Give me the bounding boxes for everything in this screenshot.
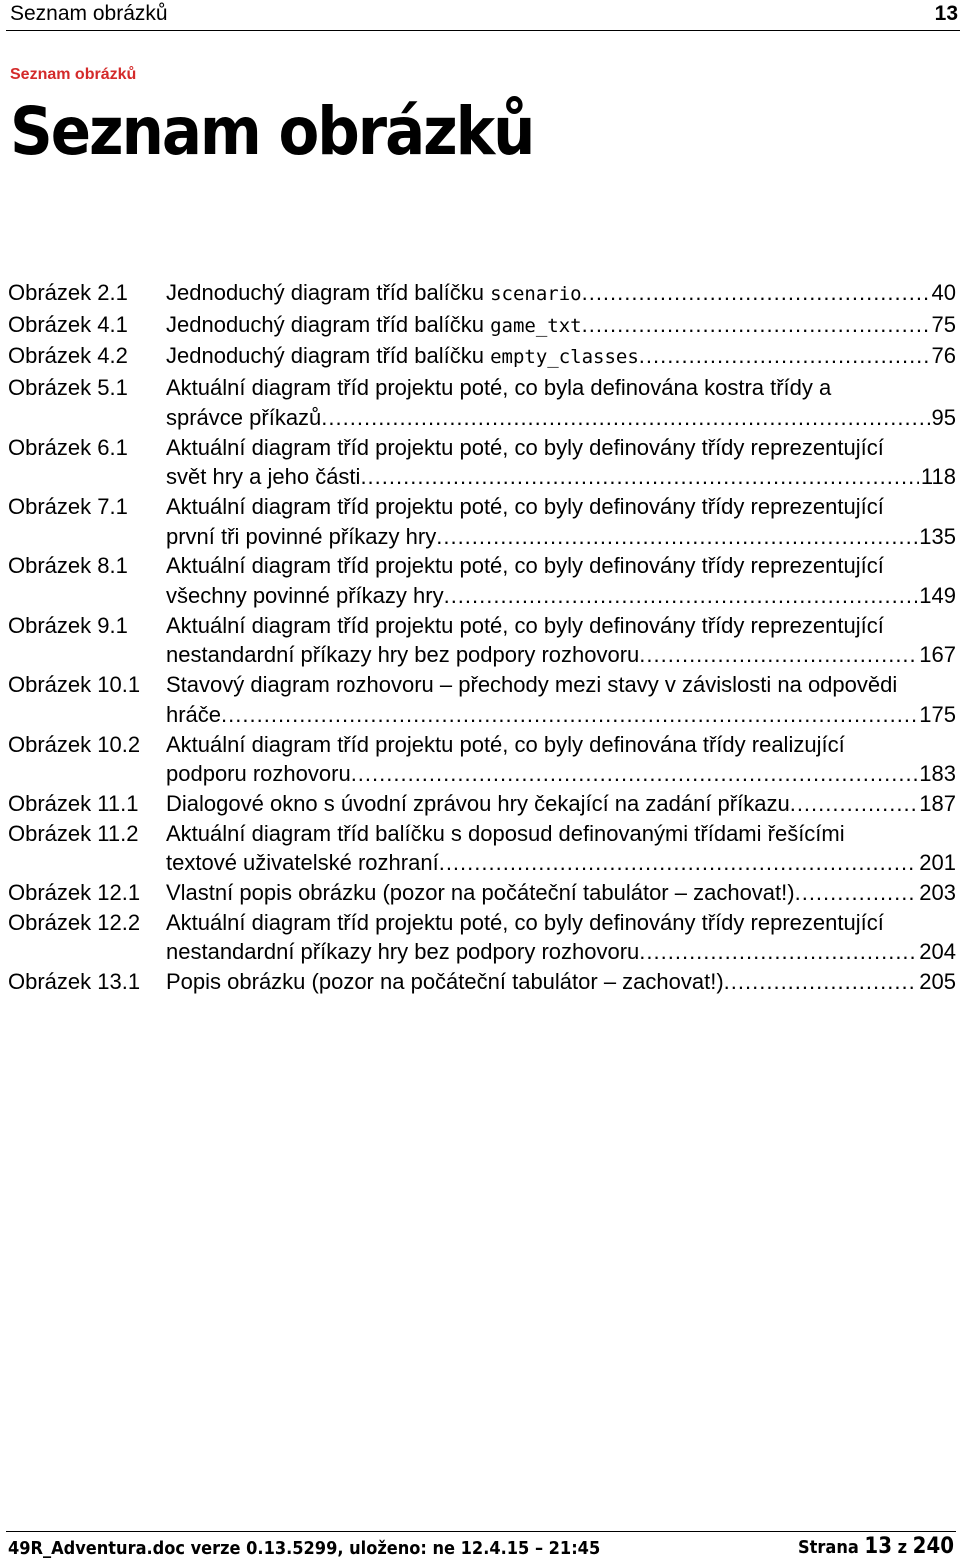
toc-entry-dot-leader — [795, 878, 918, 908]
toc-entry[interactable] — [8, 492, 956, 551]
toc-entry-caption-text-part: správce příkazů — [166, 404, 322, 430]
toc-entry-page-number: 205 — [919, 969, 956, 995]
toc-entry-caption — [166, 611, 956, 670]
toc-entry-caption-last-line — [166, 700, 956, 730]
footer-page-separator: z — [891, 1537, 913, 1558]
toc-entry-label: Obrázek 13.1 — [8, 969, 141, 995]
toc-entry-dot-leader — [360, 462, 918, 492]
toc-entry-caption-text-part: první tři povinné příkazy hry — [166, 523, 437, 549]
toc-entry-package-name: game_txt — [490, 314, 582, 337]
toc-entry[interactable] — [8, 878, 956, 908]
toc-entry-caption-text-part: Jednoduchý diagram tříd balíčku — [166, 311, 491, 337]
toc-entry-page-number: 183 — [919, 761, 956, 787]
toc-entry-caption — [166, 819, 956, 878]
toc-entry[interactable] — [8, 433, 956, 492]
footer-document-info: 49R_Adventura.doc verze 0.13.5299, uloženo: ne 12.4.15 – 21:45 — [8, 1538, 601, 1559]
toc-entry-dot-leader — [439, 848, 918, 878]
footer-page-prefix: Strana — [798, 1537, 865, 1558]
list-of-figures — [8, 278, 956, 997]
toc-entry-caption-text — [166, 848, 439, 878]
toc-entry-caption-text — [166, 581, 444, 611]
toc-entry-label: Obrázek 6.1 — [8, 434, 128, 460]
toc-entry-caption-line: Aktuální diagram tříd projektu poté, co byla definována kostra třídy a — [166, 375, 832, 401]
toc-entry-page-number: 204 — [919, 939, 956, 965]
toc-entry-caption-text-part: svět hry a jeho části — [166, 464, 361, 490]
toc-entry-page-number: 95 — [931, 404, 956, 430]
toc-entry-caption-text-part: nestandardní příkazy hry bez podpory rozhovoru — [166, 939, 640, 965]
toc-entry-label: Obrázek 10.2 — [8, 731, 141, 757]
toc-entry[interactable] — [8, 730, 956, 789]
toc-entry-caption — [166, 967, 956, 997]
toc-entry-dot-leader — [436, 522, 917, 552]
toc-entry-caption-text — [166, 937, 639, 967]
toc-entry-caption-last-line — [166, 937, 956, 967]
toc-entry-page-number: 201 — [919, 850, 956, 876]
toc-entry-caption — [166, 789, 956, 819]
toc-entry-dot-leader — [639, 937, 917, 967]
toc-entry-caption-text-part: Vlastní popis obrázku (pozor na počáteční tabulátor – zachovat!) — [166, 880, 795, 906]
toc-entry-label: Obrázek 2.1 — [8, 280, 128, 305]
toc-entry-caption — [166, 878, 956, 908]
toc-entry-label: Obrázek 10.1 — [8, 672, 141, 698]
toc-entry-label: Obrázek 8.1 — [8, 553, 128, 579]
toc-entry-label: Obrázek 4.1 — [8, 311, 128, 337]
toc-entry-caption-last-line — [166, 522, 956, 552]
toc-entry-caption-text-part: podporu rozhovoru — [166, 761, 351, 787]
toc-entry[interactable] — [8, 341, 956, 373]
toc-entry-caption-text — [166, 967, 724, 997]
toc-entry-dot-leader — [724, 967, 918, 997]
toc-entry[interactable] — [8, 310, 956, 342]
toc-entry-caption — [166, 492, 956, 551]
toc-entry-caption-text — [166, 462, 360, 492]
toc-entry-page-number: 149 — [919, 583, 956, 609]
toc-entry-caption-line: Aktuální diagram tříd projektu poté, co byly definována třídy realizující — [166, 731, 845, 757]
toc-entry-dot-leader — [221, 700, 917, 730]
toc-entry-caption-text — [166, 759, 351, 789]
toc-entry-caption — [166, 373, 956, 432]
toc-entry-package-name: empty_classes — [490, 346, 639, 369]
toc-entry-label: Obrázek 4.2 — [8, 343, 128, 369]
toc-entry-caption-line: Aktuální diagram tříd projektu poté, co byly definovány třídy reprezentující — [166, 493, 884, 519]
toc-entry-label: Obrázek 12.2 — [8, 909, 141, 935]
toc-entry-caption-last-line — [166, 278, 956, 310]
toc-entry-caption-text-part: Popis obrázku (pozor na počáteční tabulátor – zachovat!) — [166, 969, 724, 995]
toc-entry[interactable] — [8, 789, 956, 819]
toc-entry-caption — [166, 433, 956, 492]
footer-current-page: 13 — [864, 1534, 892, 1559]
toc-entry-label: Obrázek 12.1 — [8, 880, 141, 906]
toc-entry-caption-last-line — [166, 759, 956, 789]
toc-entry-caption-text-part: všechny povinné příkazy hry — [166, 583, 444, 609]
toc-entry-caption — [166, 310, 956, 342]
toc-entry[interactable] — [8, 373, 956, 432]
toc-entry-caption-text — [166, 640, 639, 670]
toc-entry-dot-leader — [351, 759, 918, 789]
toc-entry-caption — [166, 551, 956, 610]
section-label: Seznam obrázků — [10, 66, 137, 83]
toc-entry-caption-text-part: textové uživatelské rozhraní — [166, 850, 439, 876]
toc-entry-caption-last-line — [166, 967, 956, 997]
toc-entry-caption-text — [166, 341, 639, 373]
toc-entry-caption-line: Aktuální diagram tříd projektu poté, co byly definovány třídy reprezentující — [166, 434, 884, 460]
toc-entry[interactable] — [8, 278, 956, 310]
toc-entry-page-number: 203 — [919, 880, 956, 906]
toc-entry-dot-leader — [321, 403, 929, 433]
toc-entry-caption — [166, 908, 956, 967]
toc-entry-label: Obrázek 9.1 — [8, 612, 128, 638]
toc-entry-dot-leader — [582, 278, 930, 310]
toc-entry[interactable] — [8, 551, 956, 610]
toc-entry-caption-text-part: Dialogové okno s úvodní zprávou hry čekající na zadání příkazu — [166, 790, 790, 816]
toc-entry-caption — [166, 278, 956, 310]
toc-entry-page-number: 167 — [919, 642, 956, 668]
toc-entry-caption — [166, 670, 956, 729]
header-page-number: 13 — [934, 2, 958, 25]
toc-entry-caption — [166, 730, 956, 789]
toc-entry-dot-leader — [639, 640, 917, 670]
toc-entry-page-number: 76 — [931, 343, 956, 369]
header-title: Seznam obrázků — [10, 2, 168, 25]
page-footer — [6, 1531, 956, 1564]
toc-entry-caption — [166, 341, 956, 373]
toc-entry-caption-last-line — [166, 789, 956, 819]
toc-entry-package-name: scenario — [490, 283, 582, 305]
toc-entry-caption-line: Stavový diagram rozhovoru – přechody mezi stavy v závislosti na odpovědi — [166, 672, 898, 698]
toc-entry-page-number: 187 — [919, 790, 956, 816]
toc-entry-caption-last-line — [166, 878, 956, 908]
toc-entry-caption-line: Aktuální diagram tříd projektu poté, co byly definovány třídy reprezentující — [166, 612, 884, 638]
page-header — [6, 0, 960, 31]
toc-entry-page-number: 135 — [919, 523, 956, 549]
toc-entry-caption-text-part: Jednoduchý diagram tříd balíčku — [166, 280, 491, 305]
toc-entry-caption-text-part: nestandardní příkazy hry bez podpory rozhovoru — [166, 642, 640, 668]
toc-entry-dot-leader — [790, 789, 918, 819]
toc-entry-caption-text-part: hráče — [166, 701, 222, 727]
toc-entry-label: Obrázek 11.2 — [8, 820, 139, 846]
toc-entry-caption-text — [166, 522, 436, 552]
toc-entry-caption-text-part: Jednoduchý diagram tříd balíčku — [166, 343, 491, 369]
toc-entry-caption-text — [166, 310, 582, 342]
footer-page-info — [798, 1534, 954, 1559]
toc-entry[interactable] — [8, 670, 956, 729]
toc-entry-dot-leader — [639, 341, 930, 373]
toc-entry[interactable] — [8, 611, 956, 670]
toc-entry-label: Obrázek 7.1 — [8, 493, 128, 519]
toc-entry-label: Obrázek 5.1 — [8, 375, 128, 401]
toc-entry-caption-line: Aktuální diagram tříd balíčku s doposud definovanými třídami řešícími — [166, 820, 845, 846]
toc-entry-caption-line: Aktuální diagram tříd projektu poté, co byly definovány třídy reprezentující — [166, 553, 884, 579]
toc-entry-caption-text — [166, 789, 790, 819]
toc-entry-dot-leader — [444, 581, 918, 611]
toc-entry-caption-line: Aktuální diagram tříd projektu poté, co byly definovány třídy reprezentující — [166, 909, 884, 935]
toc-entry[interactable] — [8, 819, 956, 878]
toc-entry-page-number: 75 — [931, 311, 956, 337]
toc-entry-dot-leader — [582, 310, 930, 342]
toc-entry-caption-last-line — [166, 640, 956, 670]
toc-entry[interactable] — [8, 908, 956, 967]
page-title: Seznam obrázků — [10, 93, 534, 170]
toc-entry-caption-text — [166, 403, 321, 433]
toc-entry-caption-text — [166, 278, 582, 310]
toc-entry-label: Obrázek 11.1 — [8, 790, 139, 816]
toc-entry-page-number: 118 — [920, 464, 956, 490]
toc-entry[interactable] — [8, 967, 956, 997]
toc-entry-caption-text — [166, 878, 795, 908]
toc-entry-page-number: 40 — [931, 280, 956, 305]
toc-entry-caption-last-line — [166, 462, 956, 492]
toc-entry-caption-text — [166, 700, 221, 730]
toc-entry-caption-last-line — [166, 581, 956, 611]
toc-entry-caption-last-line — [166, 403, 956, 433]
toc-entry-page-number: 175 — [919, 701, 956, 727]
toc-entry-caption-last-line — [166, 310, 956, 342]
footer-total-pages: 240 — [912, 1534, 954, 1559]
toc-entry-caption-last-line — [166, 848, 956, 878]
toc-entry-caption-last-line — [166, 341, 956, 373]
